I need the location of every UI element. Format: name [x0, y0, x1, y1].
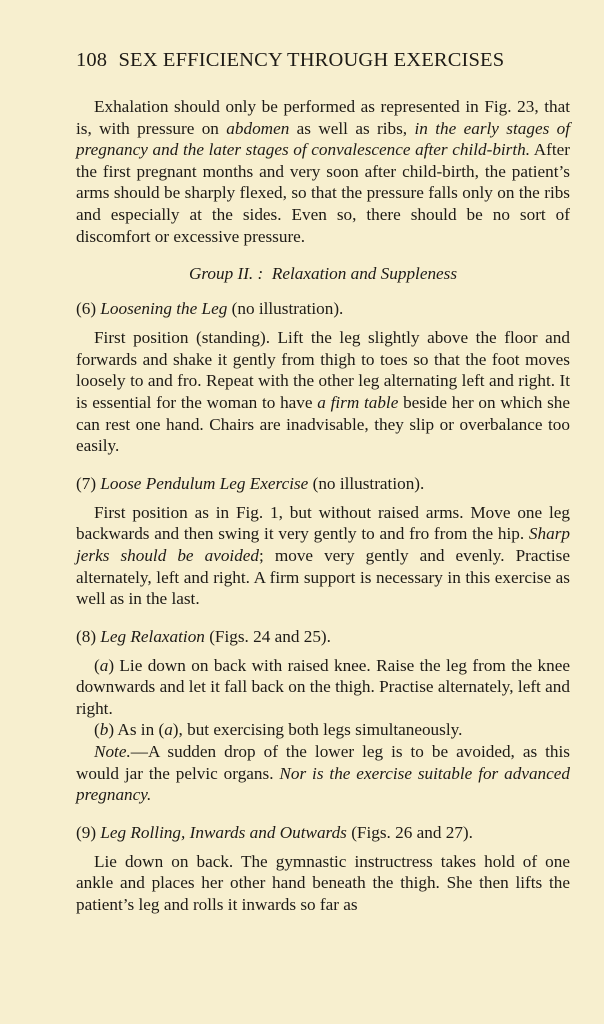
intro-emph-stages: in the early stages of pregnancy and the later stages of convalescence after child-birth. [76, 118, 570, 160]
exercise-8-title: Leg Relaxation [100, 626, 205, 646]
book-page [76, 46, 570, 916]
exercise-8-text-a: Lie down on back with raised knee. Raise the leg from the knee downwards and let it fall back on the thigh. Practise alternately, left and right. [76, 655, 570, 718]
exercise-8-text-b1: As in ( [114, 720, 165, 740]
intro-paragraph [76, 96, 570, 247]
exercise-8-note: (Figs. 24 and 25). [209, 626, 331, 646]
exercise-6-text-1: First position (standing). Lift the leg slightly above the floor and forwards and shake it gently from thigh to toes so that the foot moves loosely to and fro. Repeat with the other leg alternating left and right. It is essential for the woman to have [76, 328, 570, 412]
exercise-7-paragraph [76, 502, 570, 610]
exercise-6-paragraph [76, 327, 570, 457]
item-ref-a: a [164, 720, 173, 740]
exercise-8-note-paragraph [76, 741, 570, 806]
intro-text-2: as well as ribs, [289, 118, 415, 138]
exercise-6-emph: a firm table [317, 392, 399, 412]
item-letter-a: a [99, 655, 109, 675]
exercise-9-paragraph [76, 851, 570, 916]
exercise-6-title: Loosening the Leg [100, 299, 228, 319]
exercise-7-title: Loose Pendulum Leg Exercise [100, 473, 309, 493]
exercise-7-number: (7) [76, 473, 97, 493]
intro-text-1: Exhalation should only be performed as represented in Fig. 23, that is, with pressure on [76, 97, 570, 138]
exercise-7-emph: Sharp jerks should be avoided [76, 524, 570, 565]
running-head [76, 46, 570, 74]
exercise-8-paragraph-b [76, 719, 570, 741]
exercise-7-note: (no illustration). [312, 473, 425, 493]
page-number: 108 [76, 49, 108, 71]
group-title: Relaxation and Suppleness [271, 264, 458, 284]
exercise-7-heading [76, 473, 570, 495]
paren-open: ( [94, 720, 100, 740]
exercise-9-title: Leg Rolling, Inwards and Outwards [100, 822, 347, 842]
exercise-7-text-1: First position as in Fig. 1, but without raised arms. Move one leg backwards and then swing it very gently to and fro from the hip. [76, 502, 570, 544]
note-label: Note. [94, 742, 131, 762]
exercise-6-number: (6) [76, 299, 97, 319]
exercise-6-note: (no illustration). [231, 299, 344, 319]
exercise-7-text-2: ; move very gently and evenly. Practise alternately, left and right. A firm support is necessary in this exercise as well as in the last. [76, 545, 570, 609]
intro-text-3: After the first pregnant months and very soon after child-birth, the patient’s arms should be sharply flexed, so that the pressure falls only on the ribs and especially at the sides. Even so, there should be no sort of discomfort or excessive pressure. [76, 140, 570, 246]
item-letter-b: b [99, 720, 109, 740]
exercise-8-heading [76, 626, 570, 648]
running-title: SEX EFFICIENCY THROUGH EXERCISES [118, 49, 505, 71]
note-emph: Nor is the exercise suitable for advanced pregnancy. [76, 763, 571, 805]
paren-close: ) [108, 720, 115, 740]
exercise-6-heading [76, 298, 570, 320]
exercise-9-number: (9) [76, 822, 97, 842]
exercise-8-text-b2: ), but exercising both legs simultaneously. [172, 720, 463, 740]
intro-emph-abdomen: abdomen [226, 118, 290, 138]
group-heading [76, 263, 570, 285]
paren-close: ) [108, 655, 115, 675]
group-label: Group II. : [188, 264, 264, 284]
exercise-8-number: (8) [76, 626, 97, 646]
exercise-6-text-2: beside her on which she can rest one hand. Chairs are inadvisable, they slip or overbalance too easily. [76, 392, 570, 456]
exercise-9-text: Lie down on back. The gymnastic instructress takes hold of one ankle and places her other hand beneath the thigh. She then lifts the patient’s leg and rolls it inwards so far as [76, 851, 570, 915]
exercise-9-heading [76, 822, 570, 844]
exercise-8-paragraph-a [76, 655, 570, 720]
exercise-9-note: (Figs. 26 and 27). [351, 822, 473, 842]
note-text: —A sudden drop of the lower leg is to be avoided, as this would jar the pelvic organs. [76, 742, 570, 783]
paren-open: ( [94, 655, 100, 675]
